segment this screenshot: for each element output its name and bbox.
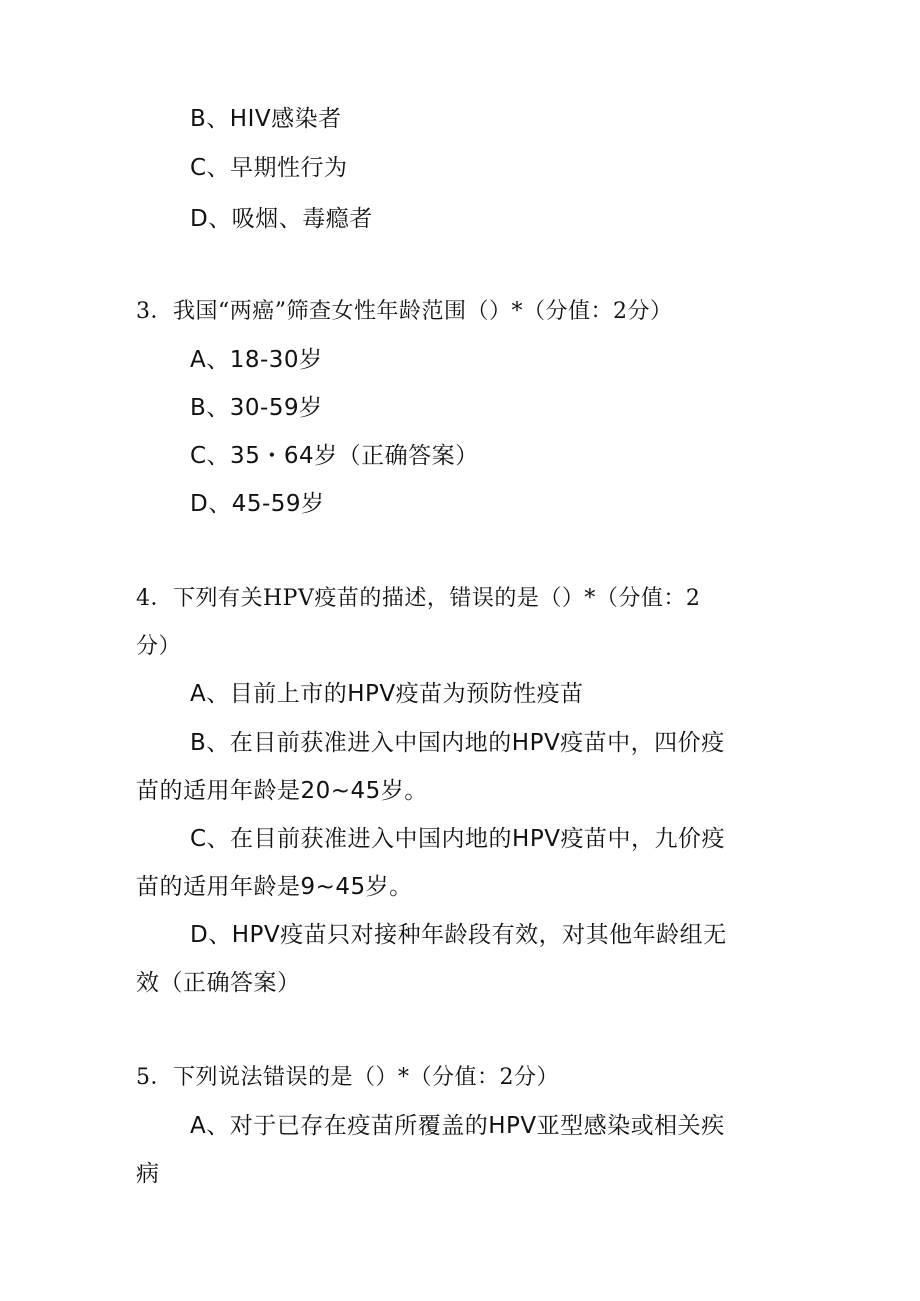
option-b-q4-cont: 苗的适用年龄是20~45岁。	[136, 778, 428, 804]
option-c-q2: C、早期性行为	[190, 155, 348, 181]
question-4-cont: 分）	[136, 634, 182, 659]
option-a-q3: A、18-30岁	[190, 347, 323, 373]
option-d-q4: D、HPV疫苗只对接种年龄段有效，对其他年龄组无	[190, 922, 727, 948]
question-3: 3．我国“两癌”筛查女性年龄范围（）*（分值：2分）	[136, 299, 673, 324]
option-c-q4-cont: 苗的适用年龄是9~45岁。	[136, 874, 413, 900]
option-b-q4: B、在目前获准进入中国内地的HPV疫苗中，四价疫	[190, 730, 725, 756]
option-a-q5-cont: 病	[136, 1161, 160, 1187]
option-a-q4: A、目前上市的HPV疫苗为预防性疫苗	[190, 681, 584, 707]
option-d-q4-cont: 效（正确答案）	[136, 970, 301, 996]
option-d-q3: D、45-59岁	[190, 491, 325, 517]
option-d-q2: D、吸烟、毒瘾者	[190, 206, 373, 232]
option-c-q4: C、在目前获准进入中国内地的HPV疫苗中，九价疫	[190, 826, 725, 852]
question-5: 5．下列说法错误的是（）*（分值：2分）	[136, 1065, 559, 1090]
option-c-q3: C、35・64岁（正确答案）	[190, 443, 479, 469]
option-b-q3: B、30-59岁	[190, 395, 323, 421]
question-4: 4．下列有关HPV疫苗的描述，错误的是（）*（分值：2	[136, 586, 701, 611]
option-a-q5: A、对于已存在疫苗所覆盖的HPV亚型感染或相关疾	[190, 1113, 725, 1139]
option-b-q2: B、HIV感染者	[190, 106, 342, 132]
